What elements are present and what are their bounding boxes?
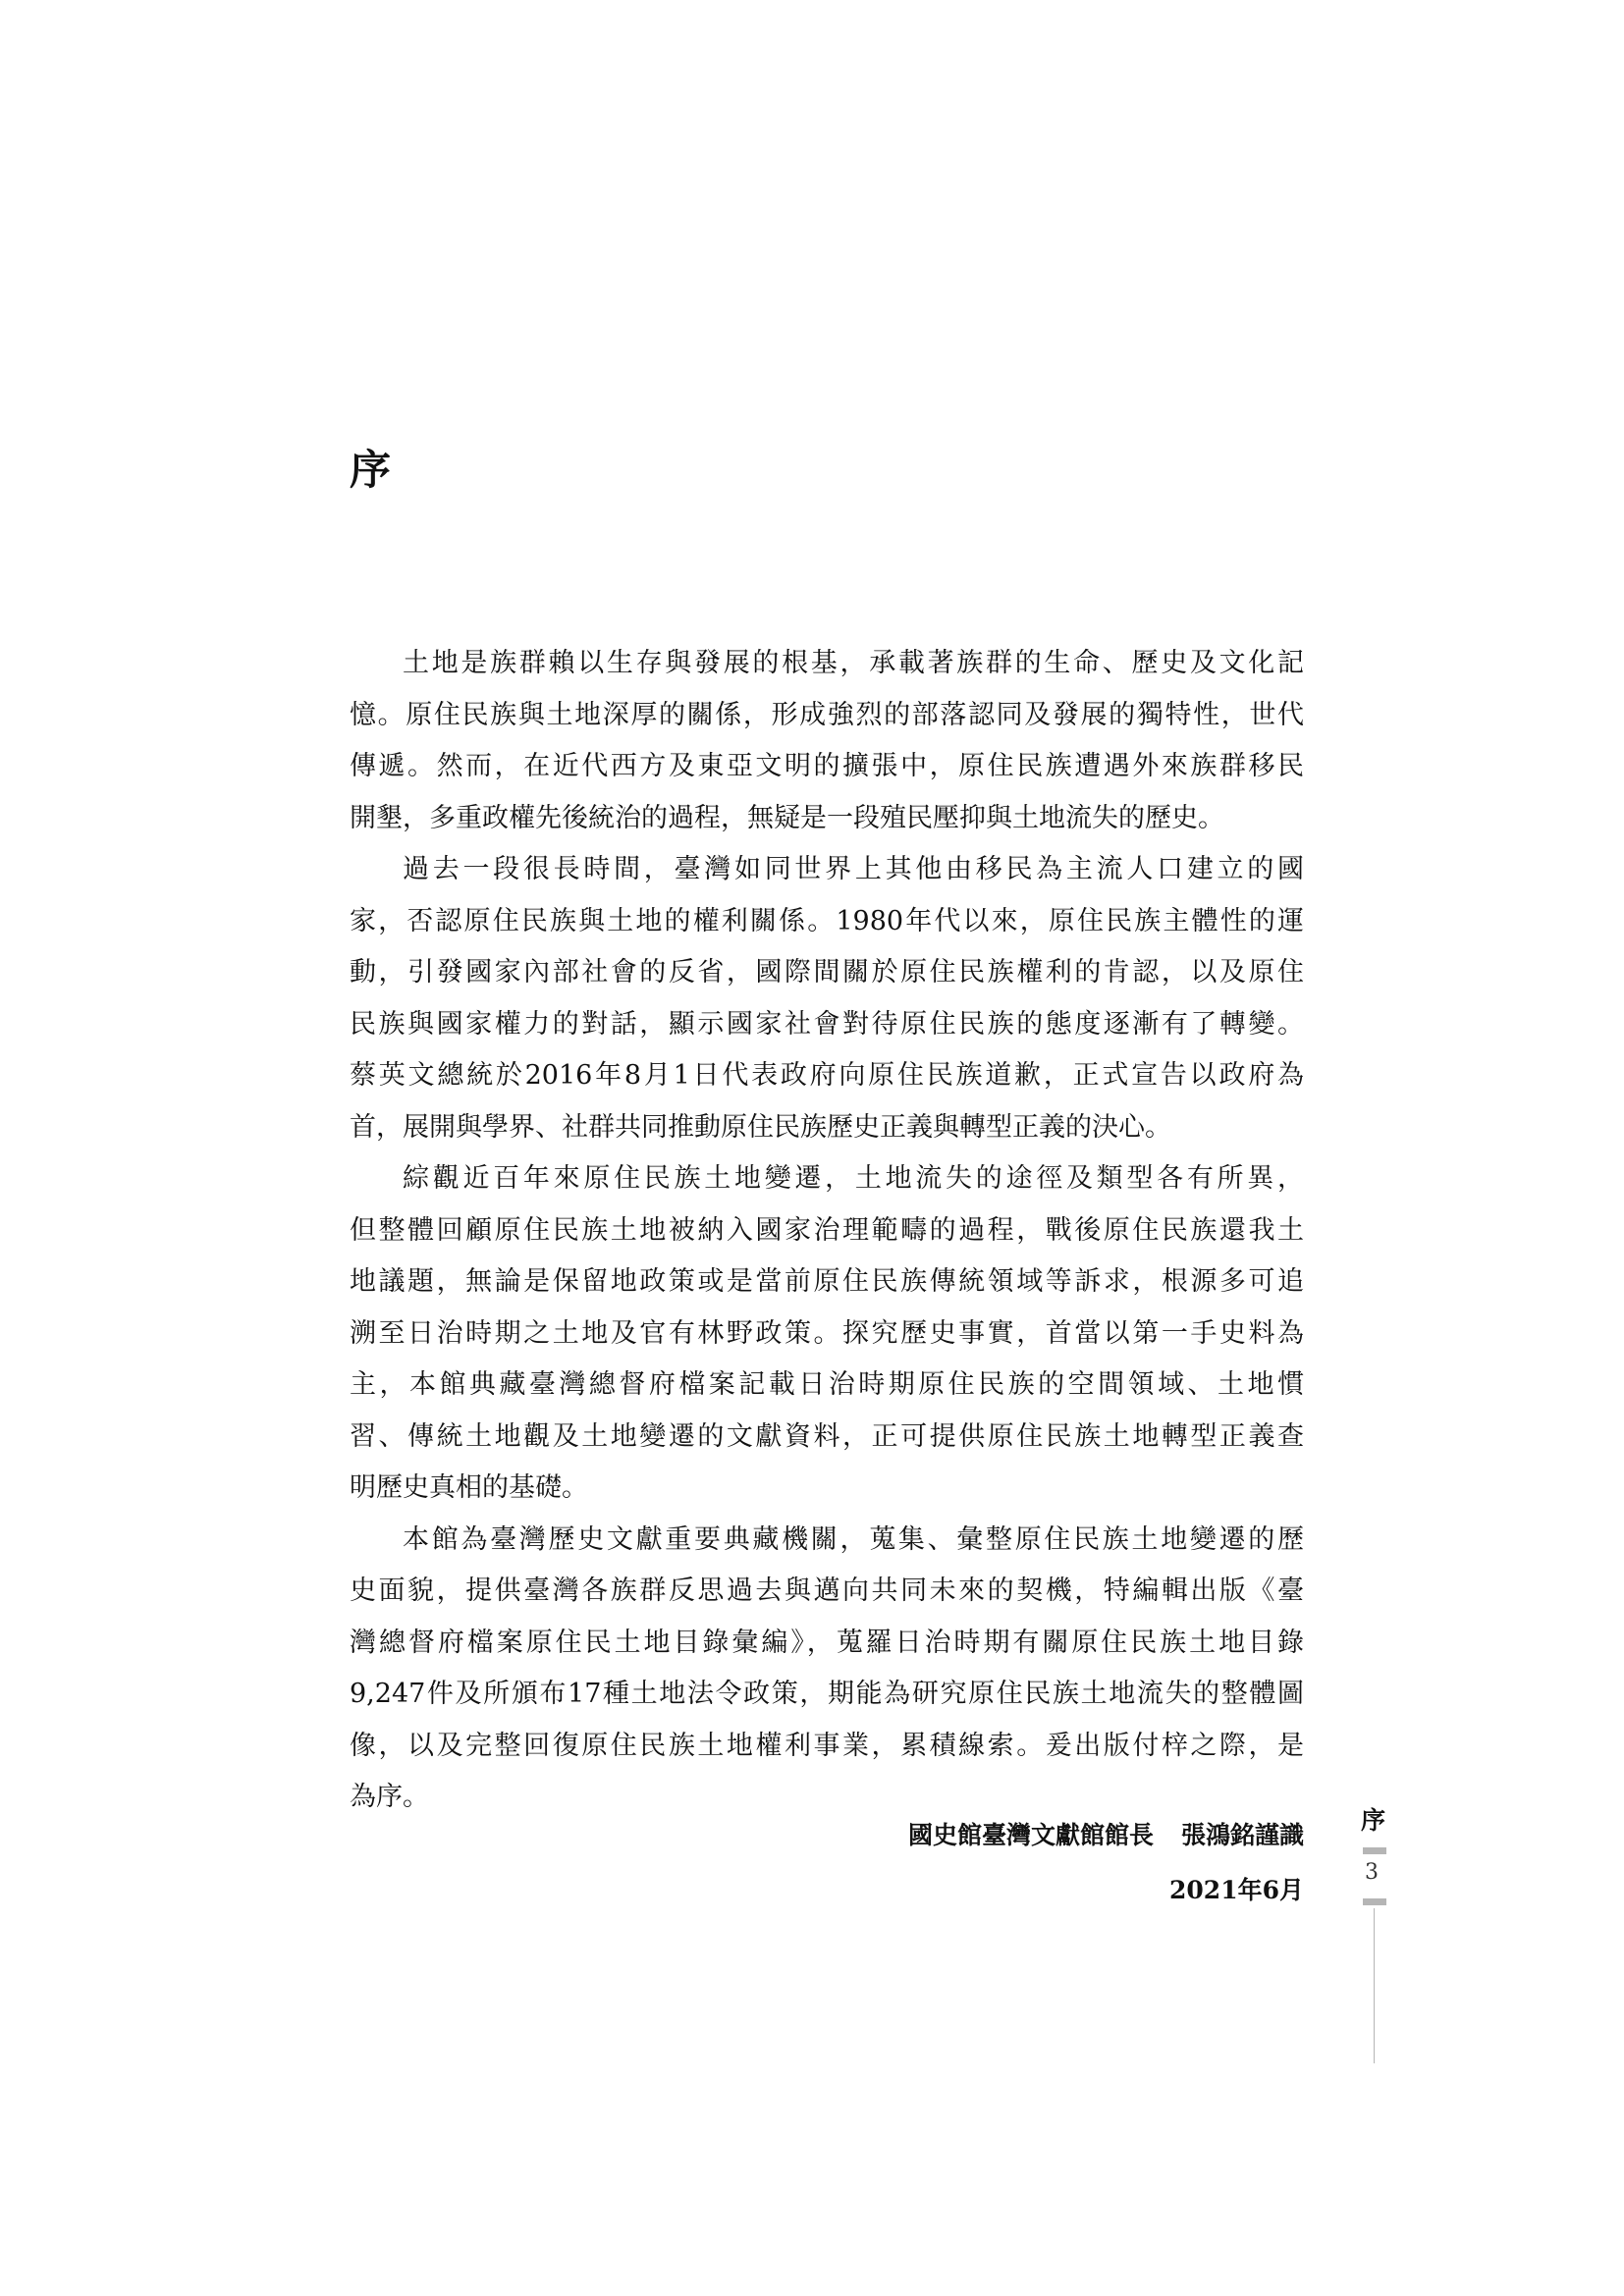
paragraph-2-line-2: 家，否認原住民族與土地的權利關係。1980年代以來，原住民族主體性的運 bbox=[350, 905, 1304, 936]
paragraph-3-line-7: 明歷史真相的基礎。 bbox=[350, 1472, 588, 1503]
paragraph-4-line-3: 灣總督府檔案原住民土地目錄彙編》，蒐羅日治時期有關原住民族土地目錄 bbox=[350, 1627, 1304, 1658]
paragraph-4-line-6: 為序。 bbox=[350, 1782, 429, 1812]
signature-name: 張鴻銘謹識 bbox=[1180, 1821, 1304, 1849]
page-title: 序 bbox=[350, 446, 392, 494]
side-tab-bar-top bbox=[1363, 1847, 1386, 1854]
paragraph-3-line-6: 習、傳統土地觀及土地變遷的文獻資料，正可提供原住民族土地轉型正義查 bbox=[350, 1420, 1304, 1452]
paragraph-3-line-3: 地議題，無論是保留地政策或是當前原住民族傳統領域等訴求，根源多可追 bbox=[350, 1266, 1304, 1297]
signature-line bbox=[908, 1808, 1304, 1863]
signature-block bbox=[908, 1808, 1304, 1918]
paragraph-1-line-1: 土地是族群賴以生存與發展的根基，承載著族群的生命、歷史及文化記 bbox=[403, 648, 1304, 678]
page-number: 3 bbox=[1365, 1860, 1379, 1885]
paragraph-2-line-4: 民族與國家權力的對話，顯示國家社會對待原住民族的態度逐漸有了轉變。 bbox=[350, 1008, 1304, 1040]
paragraph-4-line-2: 史面貌，提供臺灣各族群反思過去與邁向共同未來的契機，特編輯出版《臺 bbox=[350, 1575, 1304, 1606]
side-tab-label: 序 bbox=[1361, 1806, 1386, 1835]
paragraph-2-line-5: 蔡英文總統於2016年8月1日代表政府向原住民族道歉，正式宣告以政府為 bbox=[350, 1060, 1304, 1091]
side-tab-bar-bottom bbox=[1363, 1898, 1386, 1905]
paragraph-1-line-3: 傳遞。然而，在近代西方及東亞文明的擴張中，原住民族遭遇外來族群移民 bbox=[350, 751, 1304, 781]
paragraph-4-line-5: 像，以及完整回復原住民族土地權利事業，累積線索。爰出版付梓之際，是 bbox=[350, 1730, 1304, 1761]
paragraph-3-line-2: 但整體回顧原住民族土地被納入國家治理範疇的過程，戰後原住民族還我土 bbox=[350, 1214, 1304, 1246]
signature-date: 2021年6月 bbox=[1169, 1876, 1304, 1904]
paragraph-4-line-1: 本館為臺灣歷史文獻重要典藏機關，蒐集、彙整原住民族土地變遷的歷 bbox=[403, 1523, 1304, 1555]
side-tab-rule bbox=[1374, 1908, 1375, 2063]
paragraph-3-line-1: 綜觀近百年來原住民族土地變遷，土地流失的途徑及類型各有所異， bbox=[403, 1163, 1304, 1194]
paragraph-2-line-6: 首，展開與學界、社群共同推動原住民族歷史正義與轉型正義的決心。 bbox=[350, 1111, 1171, 1143]
paragraph-2-line-1: 過去一段很長時間，臺灣如同世界上其他由移民為主流人口建立的國 bbox=[403, 854, 1304, 884]
paragraph-4-line-4: 9,247件及所頒布17種土地法令政策，期能為研究原住民族土地流失的整體圖 bbox=[350, 1679, 1304, 1709]
paragraph-3-line-4: 溯至日治時期之土地及官有林野政策。探究歷史事實，首當以第一手史料為 bbox=[350, 1317, 1304, 1349]
signature-affiliation: 國史館臺灣文獻館館長 bbox=[907, 1821, 1154, 1849]
paragraph-1-line-2: 憶。原住民族與土地深厚的關係，形成強烈的部落認同及發展的獨特性，世代 bbox=[350, 699, 1304, 730]
paragraph-3-line-5: 主，本館典藏臺灣總督府檔案記載日治時期原住民族的空間領域、土地慣 bbox=[350, 1369, 1304, 1400]
paragraph-1-line-4: 開墾，多重政權先後統治的過程，無疑是一段殖民壓抑與土地流失的歷史。 bbox=[350, 802, 1224, 833]
paragraph-2-line-3: 動，引發國家內部社會的反省，國際間關於原住民族權利的肯認，以及原住 bbox=[350, 957, 1304, 988]
body-text bbox=[350, 638, 1304, 1824]
